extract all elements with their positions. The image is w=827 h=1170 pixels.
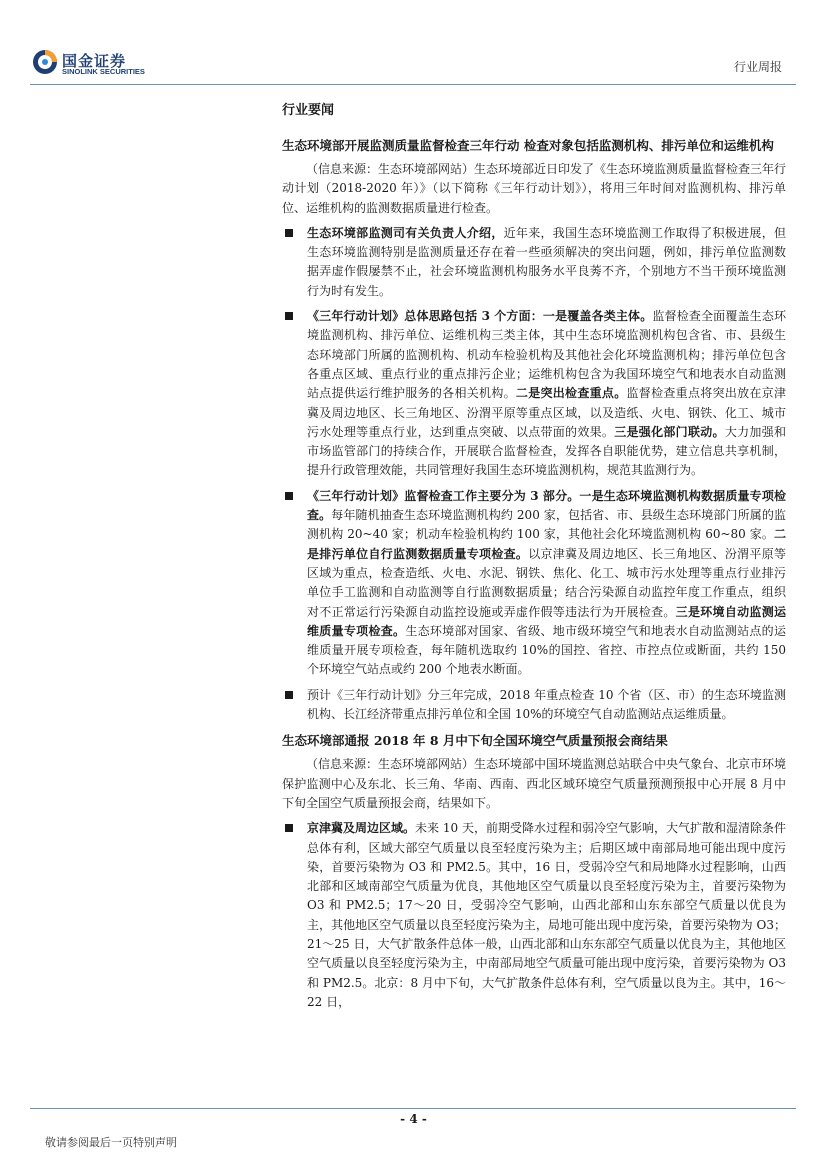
document-type-label: 行业周报 xyxy=(733,60,782,74)
bullet-text: 预计《三年行动计划》分三年完成，2018 年重点检查 10 个省（区、市）的生态环境监测机构、长江经济带重点排污单位和全国 10%的环境空气自动监测站点运维质量。 xyxy=(307,687,786,722)
page-header xyxy=(0,0,827,90)
bullet-text: 未来 10 天，前期受降水过程和弱冷空气影响，大气扩散和湿清除条件总体有利，区域大部空气质量以良至轻度污染为主；后期区域中南部局地可能出现中度污染，首要污染物为 O3 和 PM2.5。其中，16 日，受弱冷空气和局地降水过程影响，山西北部和区域南部空气质量为优良，其他地区空气质量以良至轻度污染为主，首要污染物为 O3 和 PM2.5；17～20 日，受弱冷空气影响，山西北部和山东东部空气质量以优良为主，其他地区空气质量以良至轻度污染为主，局地可能出现中度污染，首要污染物为 O3；21～25 日，大气扩散条件总体一般，山西北部和山东东部空气质量以优良为主，其他地区空气质量以良至轻度污染为主，中南部局地空气质量可能出现中度污染，首要污染物为 O3 和 PM2.5。北京：8 月中下旬，大气扩散条件总体有利，空气质量以良为主。其中，16～22 日， xyxy=(307,821,786,1009)
logo-chinese-name: 国金证券 xyxy=(62,52,127,70)
article-2-title: 生态环境部通报 2018 年 8 月中下旬全国环境空气质量预报会商结果 xyxy=(282,733,668,749)
bullet-text: 大力加强和市场监管部门的持续合作，开展联合监督检查，发挥各自职能优势，建立信息共享机制，提升行政管理效能，共同管理好我国生态环境监测机构，规范其监测行为。 xyxy=(307,424,786,478)
bullet-text: 近年来，我国生态环境监测工作取得了积极进展，但生态环境监测特别是监测质量还存在着一些亟须解决的突出问题，例如，排污单位监测数据弄虚作假屡禁不止，社会环境监测机构服务水平良莠不齐，个别地方不当干预环境监测行为时有发生。 xyxy=(307,225,786,298)
bullet-text: 每年随机抽查生态环境监测机构约 200 家，包括省、市、县级生态环境部门所属的监测机构 20~40 家；机动车检验机构约 100 家，其他社会化环境监测机构 60~80 家。 xyxy=(307,508,786,542)
bullet-bold-text: 《三年行动计划》总体思路包括 3 个方面：一是覆盖各类主体。 xyxy=(307,309,653,324)
main-content xyxy=(282,95,786,1018)
article-1-bullet-2 xyxy=(282,307,786,481)
article-1-bullet-3 xyxy=(282,487,786,680)
sinolink-logo-icon xyxy=(32,49,58,75)
bullet-bold-text: 京津冀及周边区域。 xyxy=(307,821,416,836)
disclaimer-note: 敬请参阅最后一页特别声明 xyxy=(45,1136,177,1149)
bullet-bold-text: 三是强化部门联动。 xyxy=(614,424,725,439)
logo-english-name: SINOLINK SECURITIES xyxy=(62,67,145,76)
article-1-intro: （信息来源：生态环境部网站）生态环境部近日印发了《生态环境监测质量监督检查三年行动计划（2018-2020 年）》（以下简称《三年行动计划》），将用三年时间对监测机构、排污单位、运维机构的监测数据质量进行检查。 xyxy=(282,162,787,215)
footer-divider xyxy=(30,1108,796,1109)
bullet-text: 以京津冀及周边地区、长三角地区、汾渭平原等区域为重点，检查造纸、火电、水泥、钢铁、焦化、化工、城市污水处理等重点行业排污单位手工监测和自动监测等自行监测数据质量；结合污染源自动监控年度工作重点，组织对不正常运行污染源自动监控设施或弄虚作假等违法行为开展检查。 xyxy=(307,546,786,619)
bullet-bold-text: 二是突出检查重点。 xyxy=(515,386,627,401)
bullet-square-icon xyxy=(285,492,293,500)
article-1-title: 生态环境部开展监测质量监督检查三年行动 检查对象包括监测机构、排污单位和运维机构 xyxy=(282,138,774,153)
bullet-text: 监督检查重点将突出放在京津冀及周边地区、长三角地区、汾渭平原等重点区域，以及造纸、火电、钢铁、化工、城市污水处理等重点行业，达到重点突破、以点带面的效果。 xyxy=(307,386,786,439)
bullet-bold-text: 《三年行动计划》监督检查工作主要分为 3 部分。一是生态环境监测机构数据质量专项检查。 xyxy=(307,488,786,523)
article-1-bullet-4 xyxy=(282,686,786,725)
bullet-bold-text: 生态环境部监测司有关负责人介绍， xyxy=(307,225,504,240)
section-title: 行业要闻 xyxy=(282,103,335,118)
bullet-square-icon xyxy=(285,312,293,320)
bullet-text: 监督检查全面覆盖生态环境监测机构、排污单位、运维机构三类主体，其中生态环境监测机构包含省、市、县级生态环境部门所属的监测机构、机动车检验机构及其他社会化环境监测机构；排污单位包含各重点区域、重点行业的重点排污企业；运维机构包含为我国环境空气和地表水自动监测站点提供运行维护服务的各相关机构。 xyxy=(307,309,786,401)
bullet-square-icon xyxy=(285,691,293,699)
article-1-bullet-1 xyxy=(282,224,786,301)
bullet-square-icon xyxy=(285,229,293,237)
bullet-bold-text: 二是排污单位自行监测数据质量专项检查。 xyxy=(307,527,786,561)
bullet-square-icon xyxy=(285,824,293,832)
header-divider xyxy=(30,84,796,85)
page-number: - 4 - xyxy=(400,1112,427,1126)
article-2-intro: （信息来源：生态环境部网站）生态环境部中国环境监测总站联合中央气象台、北京市环境保护监测中心及东北、长三角、华南、西南、西北区域环境空气质量预测预报中心开展 8 月中下旬全国空气质量预报会商，结果如下。 xyxy=(282,757,787,810)
company-logo xyxy=(32,49,162,79)
article-2-bullet-1 xyxy=(282,819,786,1012)
bullet-bold-text: 三是环境自动监测运维质量专项检查。 xyxy=(307,604,786,638)
bullet-text: 生态环境部对国家、省级、地市级环境空气和地表水自动监测站点的运维质量开展专项检查，每年随机选取约 10%的国控、省控、市控点位或断面，共约 150 个环境空气站点或约 200 个地表水断面。 xyxy=(307,623,786,677)
